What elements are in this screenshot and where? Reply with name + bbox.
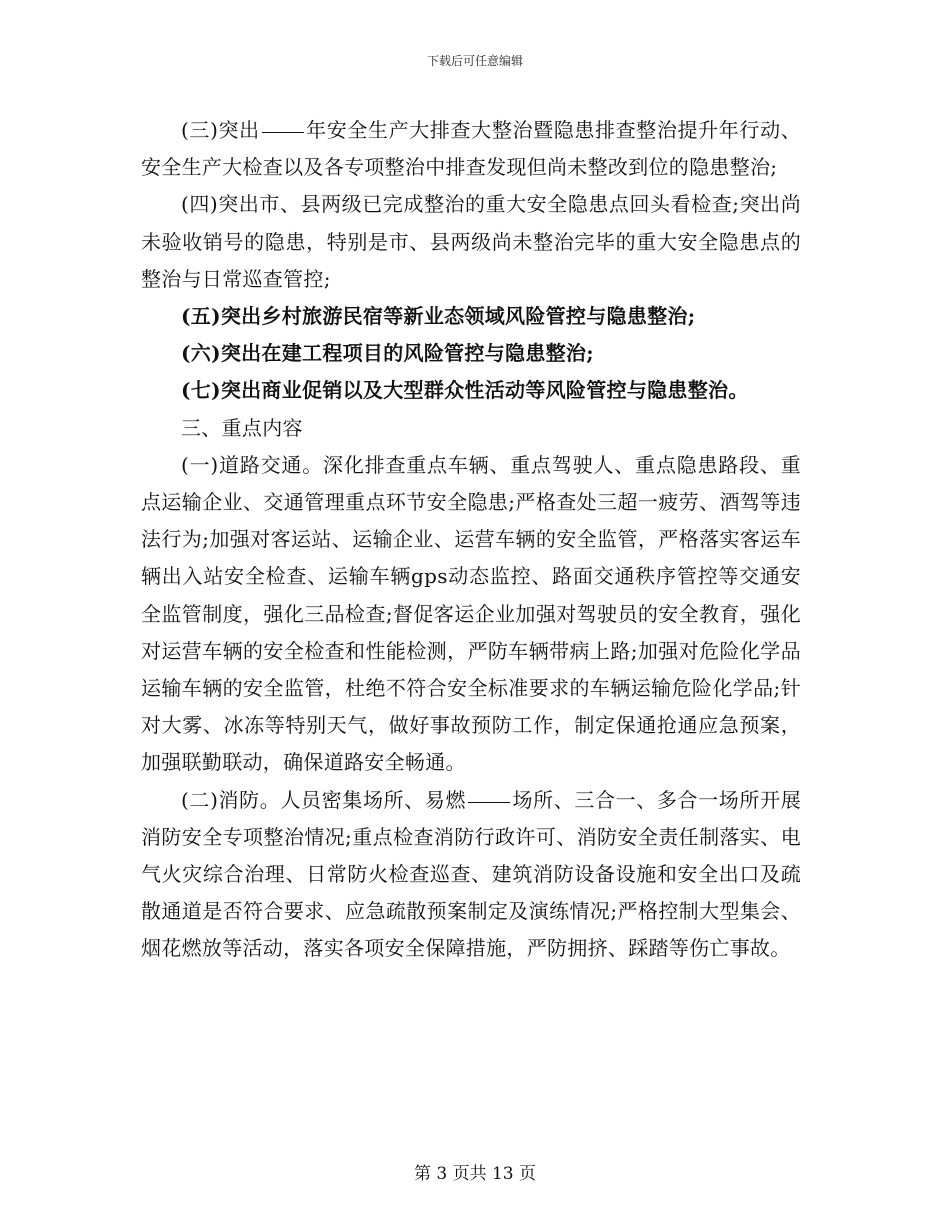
page-header: 下载后可任意编辑 [426,54,523,68]
paragraph-3-start: (三)突出 [181,118,260,142]
paragraph-7: (七)突出商业促销以及大型群众性活动等风险管控与隐患整治。 [181,378,749,403]
fire-safety-rest: 场所、三合一、多合一场所开展消防安全专项整治情况;重点检查消防行政许可、消防安全责任制落实、电气火灾综合治理、日常防火检查巡查、建筑消防设备设施和安全出口及疏散通道是否符合要求、应急疏散预案制定及演练情况;严格控制大型集会、烟花燃放等活动，落实各项安全保障措施，严防拥挤、踩踏等伤亡事故。 [141,787,802,961]
paragraph-3-rest: 年安全生产大排查大整治暨隐患排查整治提升年行动、安全生产大检查以及各专项整治中排查发现但尚未整改到位的隐患整治; [141,118,801,180]
blank-line [262,131,304,133]
fire-safety-start: (二)消防。人员密集场所、易燃 [181,787,467,812]
page-footer: 第 3 页共 13 页 [413,1164,537,1184]
paragraph-3 [141,112,801,186]
paragraph-fire-safety [141,782,801,968]
section-heading: 三、重点内容 [181,415,303,440]
paragraph-6: (六)突出在建工程项目的风险管控与隐患整治; [181,341,594,366]
paragraph-road-traffic: (一)道路交通。深化排查重点车辆、重点驾驶人、重点隐患路段、重点运输企业、交通管理重点环节安全隐患;严格查处三超一疲劳、酒驾等违法行为;加强对客运站、运输企业、运营车辆的安全监管，严格落实客运车辆出入站安全检查、运输车辆gps动态监控、路面交通秩序管控等交通安全监管制度，强化三品检查;督促客运企业加强对驾驶员的安全教育，强化对运营车辆的安全检查和性能检测，严防车辆带病上路;加强对危险化学品运输车辆的安全监管，杜绝不符合安全标准要求的车辆运输危险化学品;针对大雾、冰冻等特别天气，做好事故预防工作，制定保通抢通应急预案，加强联勤联动，确保道路安全畅通。 [141,452,801,775]
paragraph-4: (四)突出市、县两级已完成整治的重大安全隐患点回头看检查;突出尚未验收销号的隐患，特别是市、县两级尚未整治完毕的重大安全隐患点的整治与日常巡查管控; [141,192,801,291]
paragraph-5: (五)突出乡村旅游民宿等新业态领域风险管控与隐患整治; [181,304,696,329]
document-body [141,112,801,968]
blank-line [468,801,510,803]
